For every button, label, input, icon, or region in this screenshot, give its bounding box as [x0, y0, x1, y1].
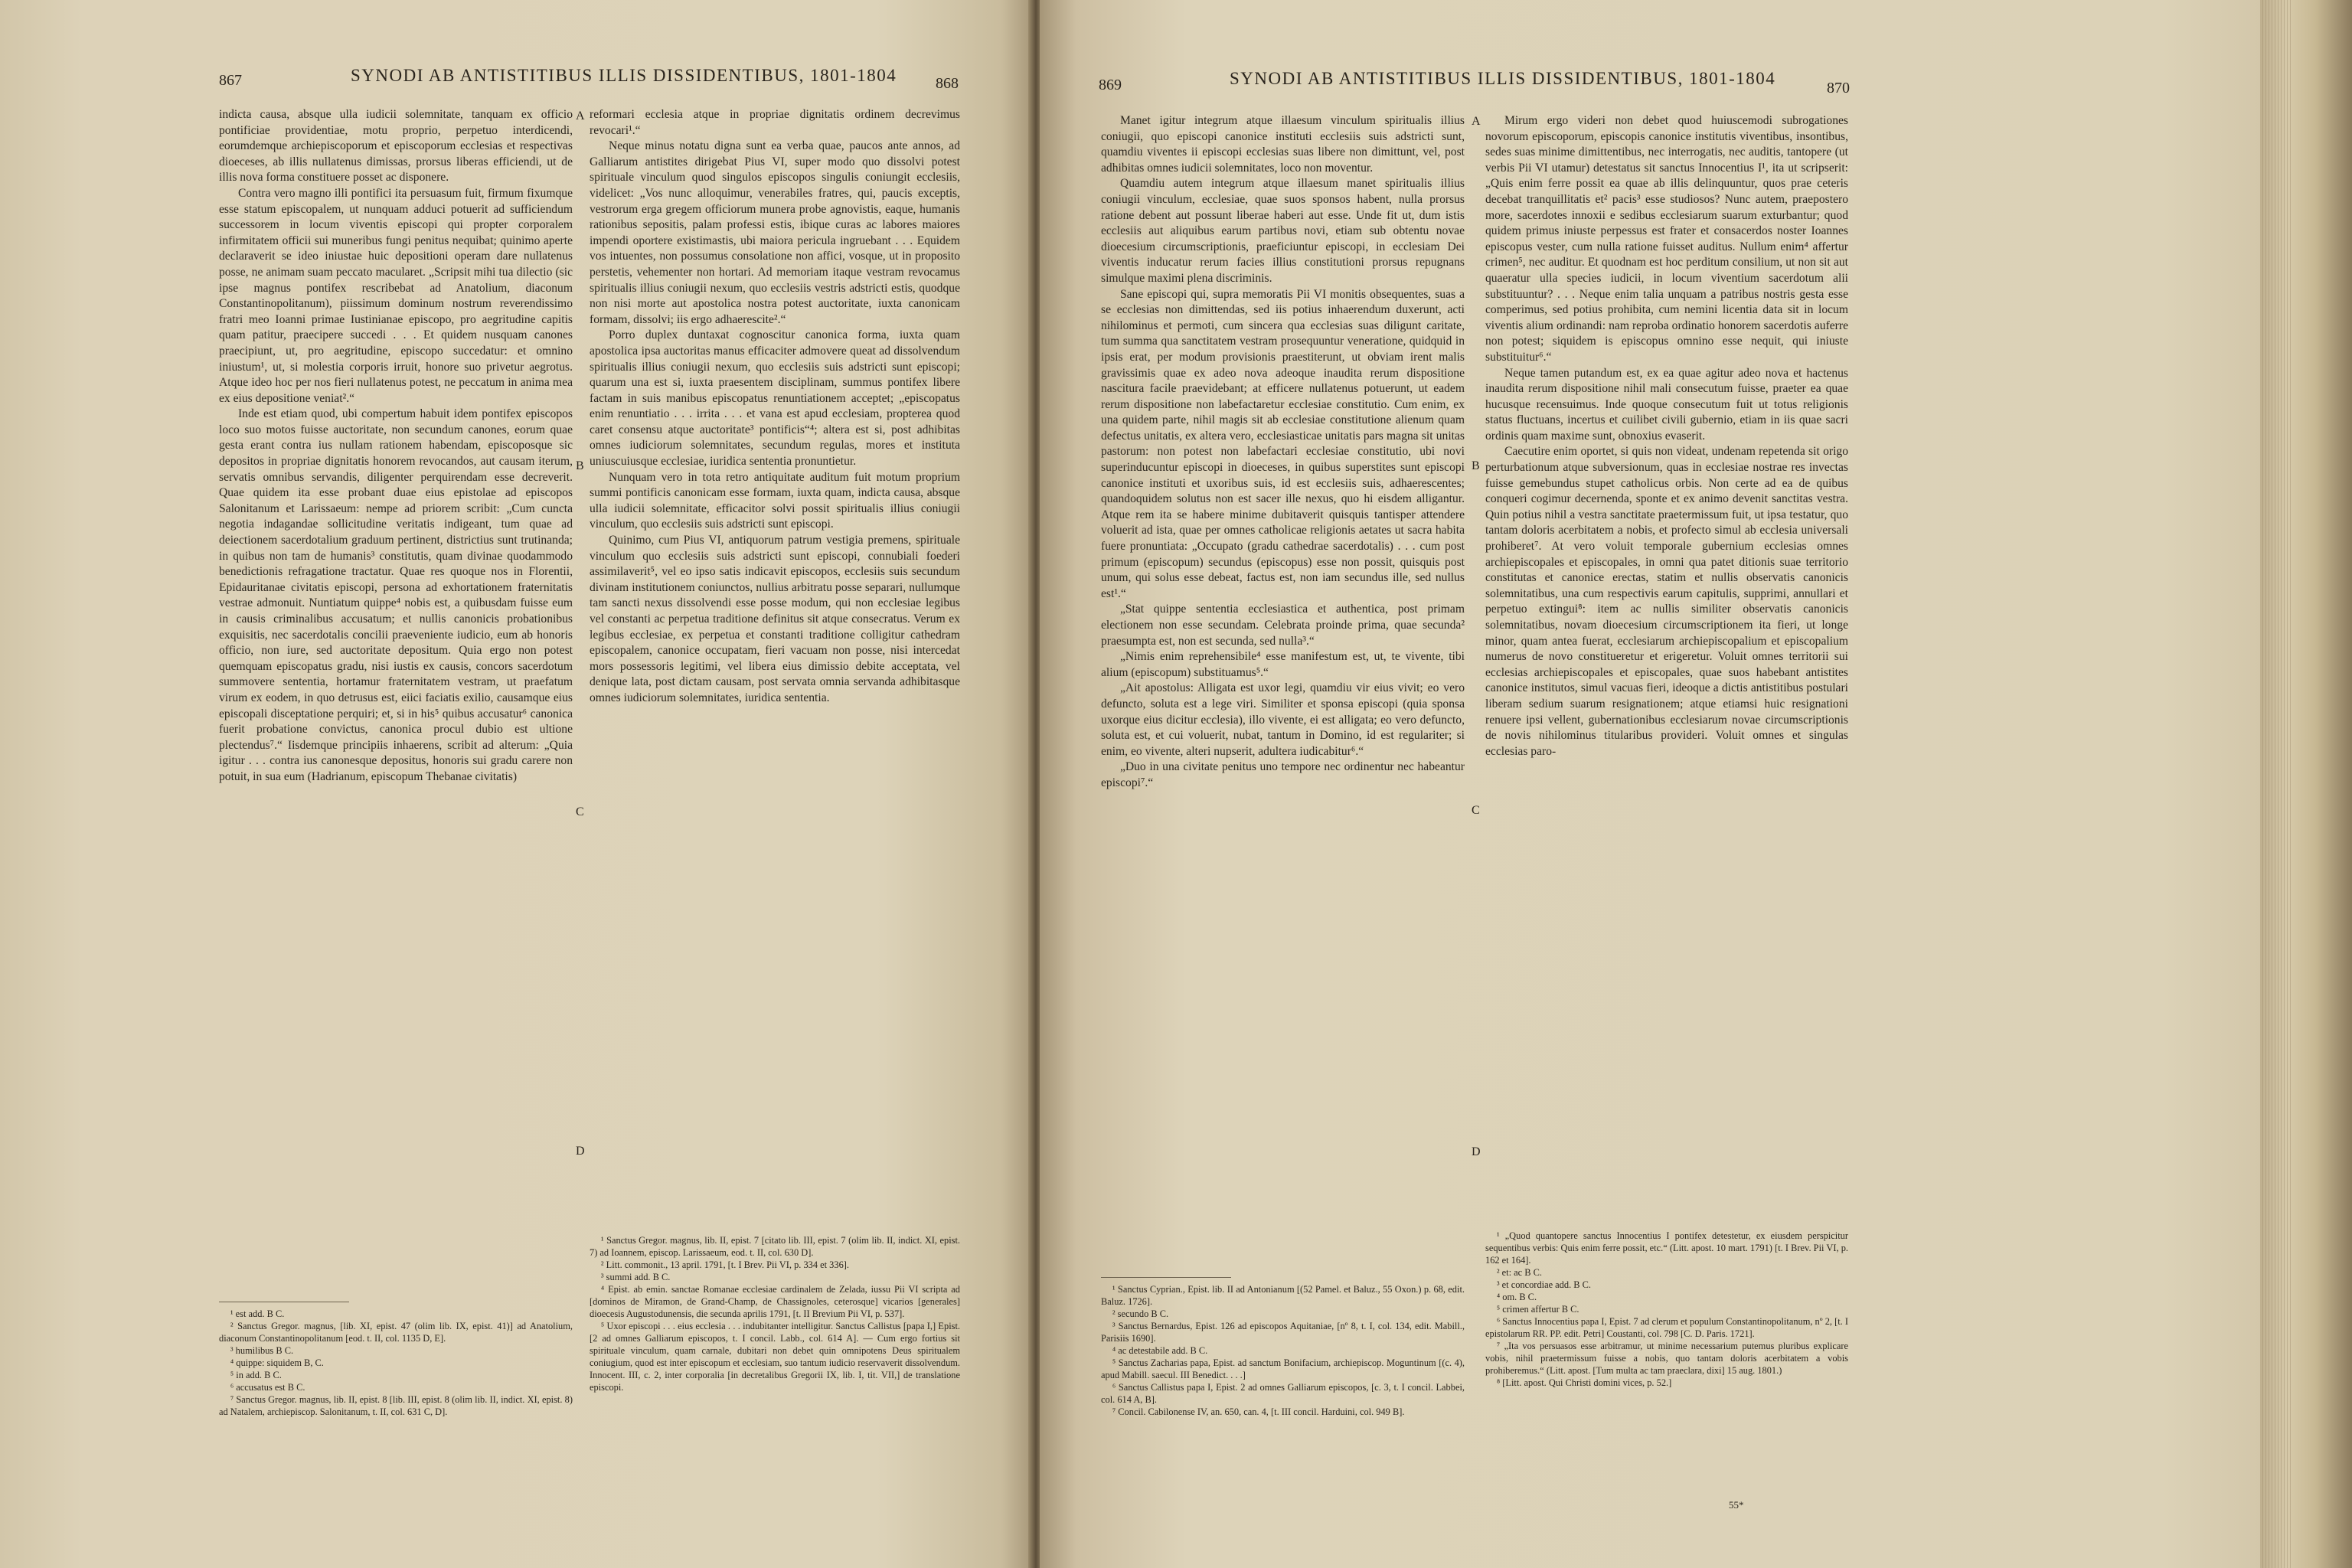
footnote: ⁴ om. B C. — [1496, 1292, 1537, 1302]
paragraph: „Stat quippe sententia ecclesiastica et authentica, post primam electionem non esse secundam. Celebrata proinde prima, quae secunda² praesumpta est, non est secunda, sed nulla³.“ — [1101, 603, 1465, 648]
footnote: ⁶ Sanctus Innocentius papa I, Epist. 7 ad clerum et populum Constantinopolitanum, nº 2, [t. I epistolarum RR. PP. edit. Petri] Coustanti, col. 798 [C. D. Paris. 1721]. — [1485, 1316, 1848, 1339]
paragraph: Nunquam vero in tota retro antiquitate auditum fuit motum proprium summi pontificis canonicam esse formam, iuxta quam, indicta causa, absque ulla iudicii solemnitate, efficacitor solvi possit spiritualis illius coniugii vinculum, quo ecclesiis suis adstricti sunt episcopi. — [590, 470, 960, 531]
footnote: ¹ Sanctus Gregor. magnus, lib. II, epist. 7 [citato lib. III, epist. 7 (olim lib. II, indict. XI, epist. 7) ad Ioannem, episcop. Larissaeum, eod. t. II, col. 630 D]. — [590, 1235, 960, 1258]
footnote: ⁷ Sanctus Gregor. magnus, lib. II, epist. 8 [lib. III, epist. 8 (olim lib. II, indict. XI, epist. 8) ad Natalem, archiepiscop. Salonitanum, t. II, col. 631 C, D]. — [219, 1394, 573, 1417]
footnote: ⁵ crimen affertur B C. — [1496, 1304, 1579, 1315]
paragraph: Contra vero magno illi pontifici ita persuasum fuit, firmum fixumque esse statum episcopalem, ut nunquam adduci potuerit ad sufficiendum successorem in locum viventis episcopi qui propter corporalem infirmitatem officii sui muneribus fungi penitus nequibat; quinimo aperte declaraverit se ideo iniustae huic depositioni operam dare nullatenus posse, ne animam suam peccato macularet. „Scripsit mihi tua dilectio (sic ipse magnus pontifex rescribebat ad Anatolium, diaconum Constantinopolitanum), piissimum dominum nostrum reverendissimo fratri meo Ioanni primae Iustinianae episcopo, pro aegritudine capitis quam patitur, praecipere succedi . . . Et quidem nusquam canones praecipiunt, ut, pro aegritudine, episcopo succedatur: et omnino iniustum¹, ut, si molestia corporis irruit, honore suo privetur aegrotus. Atque ideo hoc per nos fieri nullatenus potest, ne peccatum in anima mea ex eius depositione veniat².“ — [219, 186, 573, 405]
footnote: ¹ est add. B C. — [230, 1308, 285, 1319]
margin-marker-b-right: B — [1472, 459, 1480, 472]
margin-marker-a-right: A — [1472, 115, 1481, 128]
footnotes-left-a — [219, 1308, 573, 1514]
footnote: ³ humilibus B C. — [230, 1345, 294, 1356]
running-title-right: SYNODI AB ANTISTITIBUS ILLIS DISSIDENTIBUS, 1801-1804 — [1230, 69, 1776, 88]
margin-marker-c-right: C — [1472, 804, 1480, 817]
footnote: ⁵ in add. B C. — [230, 1370, 282, 1380]
footnotes-right-a — [1101, 1283, 1465, 1528]
footnote: ⁸ [Litt. apost. Qui Christi domini vices, p. 52.] — [1496, 1377, 1672, 1388]
page-number-870: 870 — [1827, 80, 1850, 96]
signature-mark: 55* — [1729, 1499, 1744, 1511]
footnote: ³ Sanctus Bernardus, Epist. 126 ad episcopos Aquitaniae, [nº 8, t. I, col. 134, edit. Mabill., Parisiis 1690]. — [1101, 1321, 1465, 1344]
footnote: ² Sanctus Gregor. magnus, [lib. XI, epist. 47 (olim lib. IX, epist. 41)] ad Anatolium, diaconum Constantinopolitanum [eod. t. II, col. 1135 D, E]. — [219, 1321, 573, 1344]
margin-marker-d-right: D — [1472, 1145, 1481, 1158]
footnote: ² secundo B C. — [1112, 1308, 1169, 1319]
footnotes-right-b — [1485, 1230, 1848, 1536]
footnote: ⁵ Uxor episcopi . . . eius ecclesia . . . indubitanter intelligitur. Sanctus Callistus [papa I,] Epist. [2 ad omnes Galliarum episcopos, t. I concil. Labb., col. 614 A]. — Cum ergo fortius sit spirituale vinculum, quam carnale, dubitari non debet quin omnipotens Deus spiritualem coniugium, quod est inter episcopum et ecclesiam, suo tantum iudicio reservaverit dissolvendum. Innocent. III, c. 2, inter corporalia [in decretalibus Gregorii IX, lib. I, tit. VII,] de translatione episcopi. — [590, 1321, 960, 1393]
paragraph: Neque tamen putandum est, ex ea quae agitur adeo nova et hactenus inaudita rerum dispositione nihil mali consecutum fuisse, praeter ea quae hucusque recensuimus. Inde quoque consecutum fuit ut totus religionis status fluctuans, incertus et cuilibet civili gubernio, etiam in iis quae sacri ordinis quam maxime sunt, obnoxius evaserit. — [1485, 366, 1848, 443]
paragraph: Caecutire enim oportet, si quis non videat, undenam repetenda sit origo perturbationum atque subversionum, quas in ecclesiae nostrae res invectas fuisse gemebundus stupet catholicus orbis. Non certe ad ea de quibus conqueri cogimur decernenda, sponte et ex animo devenit sanctitas vestra. Quin potius nihil a vestra sanctitate praetermissum fuit, ut ipsa testatur, quo tantam doloris acerbitatem a nobis, et profecto simul ab ecclesia universali prohiberet⁷. At vero voluit temporale gubernium ecclesias omnes archiepiscopales et episcopales, in omni qua patet ditionis suae territorio constitutas et canonice erectas, statim et nullis observatis canonicis solemnitatibus, una cum respectivis earum capitulis, supprimi, annullari et perpetuo extingui⁸: item ac nullis similiter observatis canonicis solemnitatibus, novam dioecesium circumscriptionem ita fieri, ut longe minor, quam antea fuerat, ecclesiarum archiepiscopalium et episcopalium numerus de novo constitueretur et erigeretur. Voluit omnes territorii sui ecclesias archiepiscopales et episcopales, quae suos habebant antistites canonice institutos, simul vacuas fieri, ideoque a dictis antistitibus postulari liberam sedium suarum resignationem; atque etiamsi huic resignationi renuere ipsi vellent, gubernationibus ecclesiarum novae circumscriptionis de novis nihilominus titularibus provideri. Voluit omnes et singulas ecclesias paro- — [1485, 445, 1848, 758]
footnote: ⁵ Sanctus Zacharias papa, Epist. ad sanctum Bonifacium, archiepiscop. Moguntinum [(c. 4), apud Mabill. saecul. III Benedict. . . .] — [1101, 1357, 1465, 1380]
left-page — [0, 0, 1032, 1568]
footnote: ¹ „Quod quantopere sanctus Innocentius I pontifex detestetur, ex eiusdem perspicitur sequentibus verbis: Quis enim ferre possit, etc.“ (Litt. apost. 10 mart. 1791) [t. I Brev. Pii VI, p. 162 et 164]. — [1485, 1230, 1848, 1266]
paragraph: Quamdiu autem integrum atque illaesum manet spiritualis illius coniugii vinculum, ecclesiae, quae suos sponsos habent, nulla prorsus ratione debent aut possunt liberae haberi aut esse. Unde fit ut, dum istis ecclesiis aut aliquibus earum partibus novi, etiam sub obtentu novae dioecesium circumscriptionis, praeficiuntur episcopi, in ecclesiam Dei viventis inducatur rerum facies illius constitutioni prorsus repugnans simulque maximi plena discriminis. — [1101, 177, 1465, 285]
footnote: ⁴ Epist. ab emin. sanctae Romanae ecclesiae cardinalem de Zelada, iussu Pii VI scripta ad [dominos de Miramon, de Grand-Champ, de Chassignoles, ceterosque] vicarios [generales] dioecesis Augustodunensis, die secunda aprilis 1791, [t. II Brevium Pii VI, p. 537]. — [590, 1284, 960, 1319]
page-number-869: 869 — [1099, 77, 1122, 93]
paragraph: „Ait apostolus: Alligata est uxor legi, quamdiu vir eius vivit; eo vero defuncto, soluta est a lege viri. Similiter et sponsa episcopi (quia sponsa uxorque eius dicitur ecclesia), illo vivente, ei est alligata; eo vero defuncto, soluta est, et cui voluerit, nubat, tantum in Domino, id est regulariter; si enim, eo vivente, alteri nupserit, adultera iudicabitur⁶.“ — [1101, 681, 1465, 758]
paragraph: indicta causa, absque ulla iudicii solemnitate, tanquam ex officio pontificiae providentiae, motu proprio, perpetuo interdicendi, eorumdemque archiepiscoporum et episcoporum ecclesias et respectivas dioeceses, ab illis nullatenus dimissas, prorsus liberas efficiendi, ut de illis nova forma constituere posset ac disponere. — [219, 108, 573, 185]
paragraph: „Nimis enim reprehensibile⁴ esse manifestum est, ut, te vivente, tibi alium (episcopum) substituamus⁵.“ — [1101, 650, 1465, 679]
margin-marker-b: B — [576, 459, 584, 472]
footnote: ² Litt. commonit., 13 april. 1791, [t. I Brev. Pii VI, p. 334 et 336]. — [600, 1259, 849, 1270]
page-edge-lines — [2262, 0, 2293, 1568]
footnotes-left-b — [590, 1234, 960, 1517]
running-title-left: SYNODI AB ANTISTITIBUS ILLIS DISSIDENTIBUS, 1801-1804 — [351, 66, 897, 85]
left-column-b — [590, 107, 960, 1175]
right-page — [1040, 0, 2260, 1568]
footnote: ² et: ac B C. — [1496, 1267, 1542, 1278]
footnote: ⁷ „Ita vos persuasos esse arbitramur, ut minime necessarium putemus pluribus explicare vobis, nihil praetermissum fuisse a nobis, quo tantam doloris acerbitatem a vobis prohiberemus.“ (Litt. apost. [Tum multa ac tam praeclara, dixi] 15 aug. 1801.) — [1485, 1341, 1848, 1376]
page-number-868: 868 — [936, 75, 959, 92]
paragraph: Porro duplex duntaxat cognoscitur canonica forma, iuxta quam apostolica ipsa auctoritas manus efficaciter admovere queat ad dissolvendum spiritualis illius coniugii nexum, quo ecclesiis suis adstricti sunt episcopi; quarum una est si, iuxta praesentem disciplinam, summus pontifex libere factam in suis manibus episcopatus renuntiationem acceptet; „episcopatus enim renuntiatio . . . irrita . . . et vana est apud ecclesiam, propterea quod caret consensu atque auctoritate³ pontificis“⁴; altera est si, post adhibitas omnes iudiciorum solemnitates, secundum regulas, mores et instituta uniuscuiusque ecclesiae, iuridica sententia pronuntietur. — [590, 328, 960, 469]
paragraph: Neque minus notatu digna sunt ea verba quae, paucos ante annos, ad Galliarum antistites dirigebat Pius VI, super modo quo dissolvi potest spirituale vinculum quod singulos episcopos singulis coniungit ecclesiis, videlicet: „Vos nunc alloquimur, venerabiles fratres, qui, paucis exceptis, vestrorum erga gregem officiorum munera probe agnovistis, eaque, humanis rationibus sepositis, palam professi estis, ibique curas ac labores maiores impendi oportere existimastis, ubi maiora pericula ingruebant . . . Equidem vos intuentes, non possumus consolatione non affici, vosque, ut in proposito perstetis, vehementer non hortari. Ad memoriam itaque vestram revocamus spiritualis illius coniugii nexum, quo ecclesiis vestris adstricti estis, quodque non nisi morte aut apostolica nostra potest auctoritate, iuxta canonicam formam, dissolvi; iis ergo adhaerescite².“ — [590, 139, 960, 326]
paragraph: Manet igitur integrum atque illaesum vinculum spiritualis illius coniugii, quo episcopi canonice instituti ecclesiis suis adstricti sunt, quamdiu viventes ii episcopi ecclesias suas libere non dimittunt, vel, post adhibitas omnes iudicii solemnitates, loco non moventur. — [1101, 114, 1465, 175]
footnote: ³ et concordiae add. B C. — [1496, 1279, 1591, 1290]
footnote: ⁶ Sanctus Callistus papa I, Epist. 2 ad omnes Galliarum episcopos, [c. 3, t. I concil. Labbei, col. 614 A, B]. — [1101, 1382, 1465, 1405]
right-column-b — [1485, 113, 1848, 1220]
right-column-a — [1101, 113, 1465, 1266]
margin-marker-d: D — [576, 1145, 585, 1158]
footnote: ⁴ quippe: siquidem B, C. — [230, 1357, 324, 1368]
footnote: ⁴ ac detestabile add. B C. — [1112, 1345, 1208, 1356]
footnote: ³ summi add. B C. — [600, 1272, 671, 1282]
paragraph: „Duo in una civitate penitus uno tempore nec ordinentur nec habeantur episcopi⁷.“ — [1101, 760, 1465, 789]
paragraph: Inde est etiam quod, ubi compertum habuit idem pontifex episcopos loco suo motos fuisse auctoritate, non secundum canones, eorum quae gesta erant contra ius nullam rationem habendam, episcoposque sic depositos in propriae dignitatis honorem revocandos, aut causam iterum, servatis omnibus servandis, diligenter perquirendam esse decreverit. Quae quidem ita esse probant duae eius epistolae ad episcopos Salonitanum et Larissaeum: nempe ad priorem scribit: „Cum cuncta negotia indagandae sollicitudine veritatis indigeant, tum quae ad deiectionem sacerdotalium graduum pertinent, districtius sunt trutinanda; in quibus non tam de humanis³ constitutis, quam divinae quodammodo benedictionis refragatione tractatur. Quae res quoque nos in Florentii, Epidauritanae civitatis episcopi, persona ad exhortationem fraternitatis vestrae admonuit. Nuntiatum quippe⁴ nobis est, a quibusdam fuisse eum in causis criminalibus accusatum; et nullis canonicis probationibus exquisitis, nec sacerdotalis concilii praeveniente iudicio, eum ab honoris officio, non iure, sed auctoritate depositum. Quia ergo non potest quemquam episcopatus gradu, nisi iustis ex causis, concors sacerdotum summovere sententia, hortamur fraternitatem vestram, ut praefatum virum ex eodem, in quo detrusus est, eiici faciatis exilio, causamque eius episcopali disceptatione perquiri; et, si in his⁵ quibus accusatur⁶ canonica fuerit probatione convictus, canonica procul dubio est ultione plectendus⁷.“ Iisdemque principiis inhaerens, scribit ad alterum: „Quia igitur . . . contra ius canonesque depositus, honoris sui gradu carere non potuit, in sua eum (Hadrianum, episcopum Thebanae civitatis) — [219, 407, 573, 783]
margin-marker-a: A — [576, 109, 585, 122]
margin-marker-c: C — [576, 805, 584, 818]
left-column-a — [219, 107, 573, 1298]
footnote: ⁶ accusatus est B C. — [230, 1382, 305, 1393]
paragraph: reformari ecclesia atque in propriae dignitatis ordinem decrevimus revocari¹.“ — [590, 108, 960, 137]
footnote: ⁷ Concil. Cabilonense IV, an. 650, can. 4, [t. III concil. Harduini, col. 949 B]. — [1112, 1406, 1405, 1417]
page-number-867: 867 — [219, 72, 242, 89]
paragraph: Quinimo, cum Pius VI, antiquorum patrum vestigia premens, spirituale vinculum quo ecclesiis suis adstricti sunt episcopi, connubiali foederi assimilaverit⁵, vel eo ipso satis indicavit episcopos, ecclesiis suis secundum divinam institutionem coniunctos, nullius arbitratu posse separari, nullumque tam sancti nexus dissolvendi esse posse modum, qui non ecclesiae legibus vel constanti ac perpetua traditione definitus sit atque consecratus. Verum ex legibus ecclesiae, ex perpetua et constanti traditione colligitur cathedram episcopalem, canonice occupatam, fieri vacuam non posse, nisi intercedat mors possessoris legitimi, vel libera eius dimissio debite acceptata, vel denique lata, post dictam causam, post servata omnia servanda adhibitasque omnes iudiciorum solemnitates, iuridica sententia. — [590, 534, 960, 704]
paragraph: Mirum ergo videri non debet quod huiuscemodi subrogationes novorum episcoporum, episcopis canonice institutis viventibus, insontibus, sedes suas minime dimittentibus, nec interrogatis, nec auditis, tantopere (ut verbis Pii VI utamur) detestatus sit sanctus Innocentius I¹, ita ut scripserit: „Quis enim ferre possit ea quae ab illis delinquuntur, quos prae ceteris decebat tranquillitatis et² pacis³ esse studiosos? Nunc autem, praepostero more, sacerdotes innoxii e sedibus ecclesiarum suarum exturbantur; quod quidem primus iniuste perpessus est frater et consacerdos noster Ioannes episcopus vester, cum nulla ratione fuisset auditus. Nullum enim⁴ affertur crimen⁵, nec auditur. Et quodnam est hoc perditum consilium, ut non sit aut quaeratur ulla species iudicii, in locum viventium sacerdotum alii substituuntur? . . . Neque enim talia unquam a patribus nostris gesta esse comperimus, sed potius prohibita, cum nemini licentia data sit in locum viventis alium ordinandi: nam reproba ordinatio honorem sacerdotis auferre non potest; siquidem is episcopus omnino esse nequit, qui iniuste substituitur⁶.“ — [1485, 114, 1848, 364]
paragraph: Sane episcopi qui, supra memoratis Pii VI monitis obsequentes, suas a se ecclesias non dimittendas, sed iis potius inhaerendum duxerunt, acti nihilominus et permoti, cum sincera qua ecclesias suas diligunt caritate, tum summa qua sanctitatem vestram prosequuntur veneratione, quidquid in ipsis erat, per modum provisionis praestiterunt, ut obviam irent malis gravissimis quae ex adeo nova adeoque inaudita rerum dispositione nascitura facile praevidebant; at efficere nullatenus potuerunt, ut eadem rerum dispositione non labefactaretur ecclesiae constitutio. Cum enim, ex una quidem parte, nihil magis sit ab ecclesiae constitutione alienum quam defectus unitatis, ex altera vero, ecclesiasticae unitatis pars magna sit unitas pastorum: non potest non labefactari ecclesiae constitutio, ubi novi superinducuntur episcopi in dioeceses, in quibus superstites sunt episcopi canonice instituti et uxoribus suis, id est ecclesiis suis, adhaerescentes; quandoquidem solutus non est sacer ille nexus, quo hi eisdem alligantur. Atque rem ita se habere minime dubitaverit quisquis tantisper attendere voluerit ad ista, quae per omnes catholicae religionis aetates ut sacra habita fuere pronuntiata: „Occupato (gradu cathedrae sacerdotalis) . . . cum post primum (episcopum) secundus (episcopus) esse non possit, quisquis post unum, qui solus esse debeat, factus est, non iam secundus ille, sed nullus est¹.“ — [1101, 287, 1465, 600]
footnote-rule-right — [1101, 1277, 1231, 1278]
footnote: ¹ Sanctus Cyprian., Epist. lib. II ad Antonianum [(52 Pamel. et Baluz., 55 Oxon.) p. 68, edit. Baluz. 1726]. — [1101, 1284, 1465, 1307]
